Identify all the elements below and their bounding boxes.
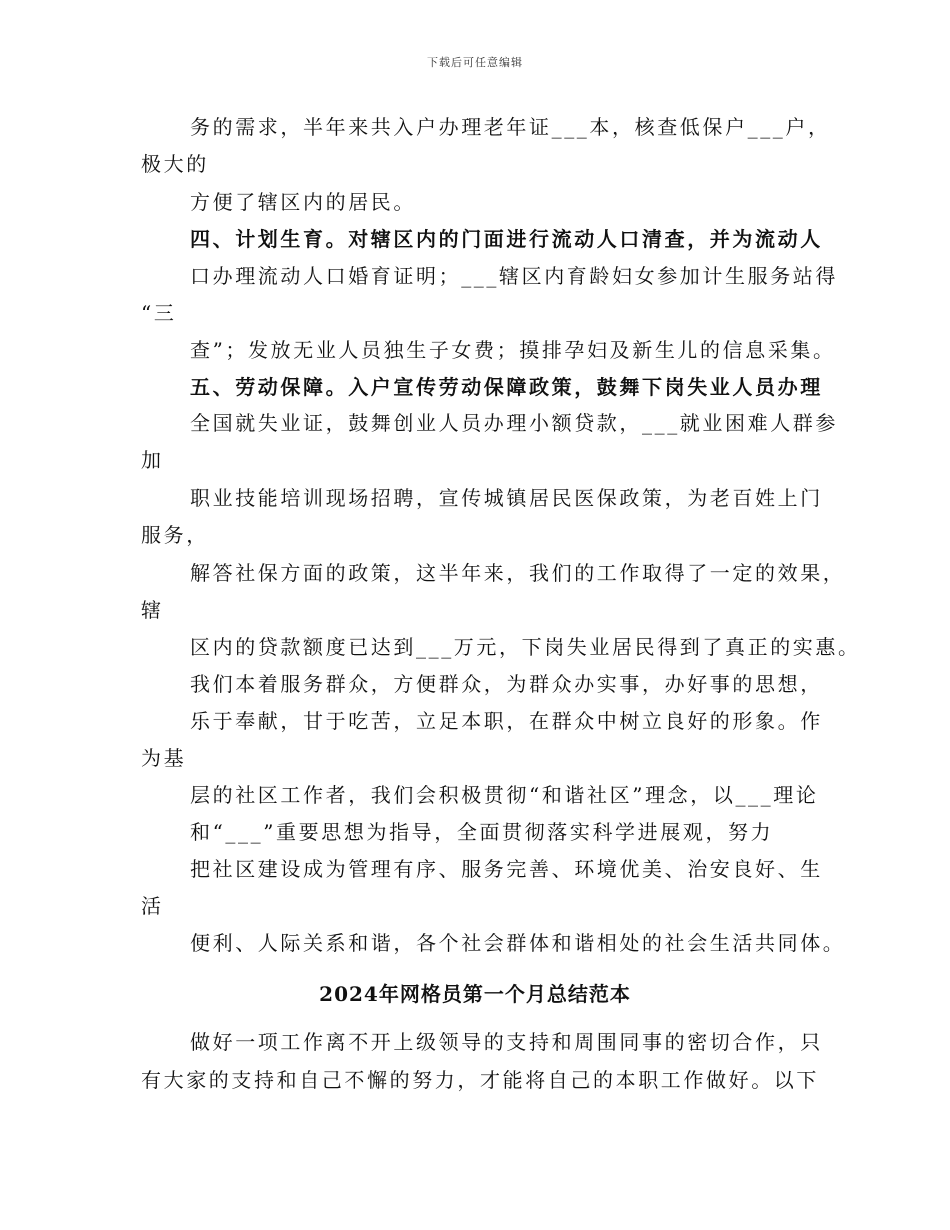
body-line: 加 [141,448,164,472]
body-line: 区内的贷款额度已达到___万元，下岗失业居民得到了真正的实惠。 [190,635,861,659]
body-line: “三 [141,301,177,325]
body-line: 解答社保方面的政策，这半年来，我们的工作取得了一定的效果， [190,561,846,585]
body-line: 服务， [141,523,209,547]
body-line: 做好一项工作离不开上级领导的支持和周围同事的密切合作，只 [190,1030,823,1054]
page-header: 下载后可任意编辑 [427,56,523,69]
body-line: 查”；发放无业人员独生子女费；摸排孕妇及新生儿的信息采集。 [190,338,836,362]
body-line: 活 [141,894,164,918]
section-heading-labor-security: 五、劳动保障。入户宣传劳动保障政策，鼓舞下岗失业人员办理 [190,375,823,399]
body-line: 层的社区工作者，我们会积极贯彻“和谐社区”理念，以___理论 [190,783,819,807]
body-line: 乐于奉献，甘于吃苦，立足本职，在群众中树立良好的形象。作 [190,709,823,733]
body-line: 方便了辖区内的居民。 [190,190,416,214]
body-line: 极大的 [141,152,209,176]
body-line: 把社区建设成为管理有序、服务完善、环境优美、治安良好、生 [190,857,823,881]
body-line: 我们本着服务群众，方便群众，为群众办实事，办好事的思想， [190,672,823,696]
body-line: 有大家的支持和自己不懈的努力，才能将自己的本职工作做好。以下 [141,1068,819,1092]
body-line: 全国就失业证，鼓舞创业人员办理小额贷款，___就业困难人群参 [190,411,838,435]
section-heading-family-planning: 四、计划生育。对辖区内的门面进行流动人口清查，并为流动人 [190,227,823,251]
body-line: 口办理流动人口婚育证明；___辖区内育龄妇女参加计生服务站得 [190,264,838,288]
body-line: 务的需求，半年来共入户办理老年证___本，核查低保户___户， [190,115,831,139]
body-line: 为基 [141,746,187,770]
body-line: 职业技能培训现场招聘，宣传城镇居民医保政策，为老百姓上门 [190,486,823,510]
section-title: 2024年网格员第一个月总结范本 [319,982,631,1006]
body-line: 和“___”重要思想为指导，全面贯彻落实科学进展观，努力 [190,820,774,844]
body-line: 辖 [141,598,164,622]
body-line: 便利、人际关系和谐，各个社会群体和谐相处的社会生活共同体。 [190,931,846,955]
